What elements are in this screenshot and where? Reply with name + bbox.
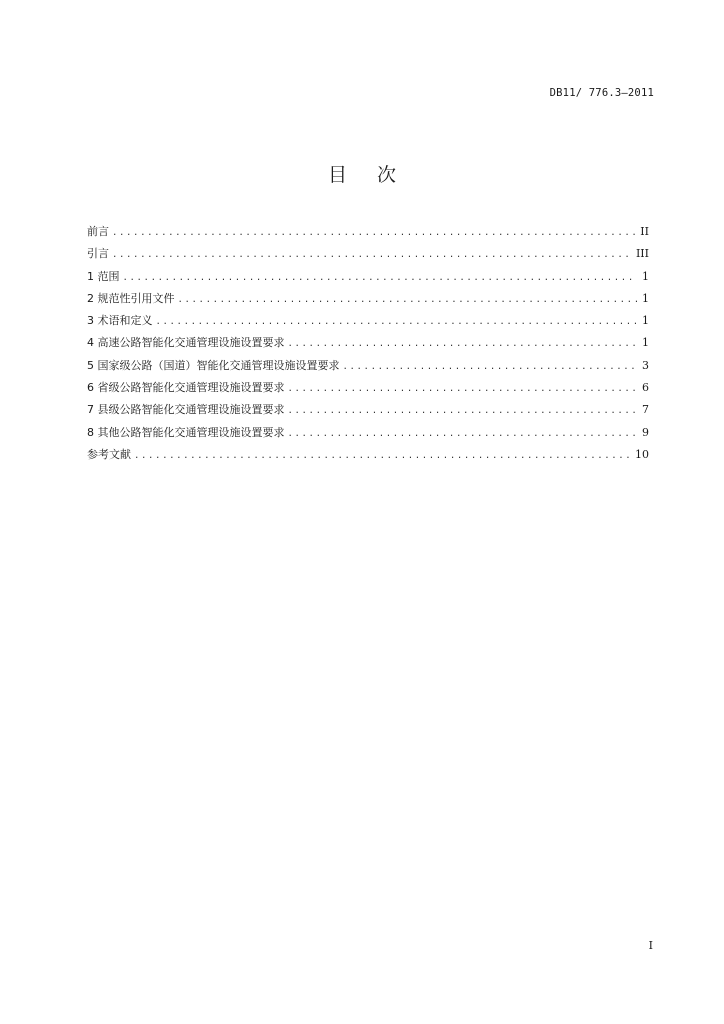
toc-entry-normative-references[interactable] — [87, 288, 649, 310]
toc-entry-expressway[interactable] — [87, 332, 649, 354]
toc-entry-label: 5 国家级公路（国道）智能化交通管理设施设置要求 — [87, 358, 340, 372]
toc-entry-county-highway[interactable] — [87, 399, 649, 421]
toc-entry-page: 1 — [642, 314, 649, 328]
toc-entry-scope[interactable] — [87, 266, 649, 288]
table-of-contents — [87, 221, 649, 466]
toc-entry-page: 7 — [642, 403, 649, 417]
toc-entry-page: 9 — [642, 425, 649, 439]
toc-entry-label: 7 县级公路智能化交通管理设施设置要求 — [87, 403, 285, 417]
toc-entry-terms-definitions[interactable] — [87, 310, 649, 332]
toc-entry-page: 1 — [642, 291, 649, 305]
page-number: I — [648, 939, 653, 952]
toc-title: 目次 — [327, 164, 426, 186]
toc-dot-leader — [156, 311, 638, 333]
toc-entry-label: 8 其他公路智能化交通管理设施设置要求 — [87, 425, 285, 439]
toc-entry-national-highway[interactable] — [87, 355, 649, 377]
toc-dot-leader — [123, 267, 638, 289]
toc-entry-label: 1 范围 — [87, 269, 120, 283]
toc-entry-label: 3 术语和定义 — [87, 314, 153, 328]
toc-entry-bibliography[interactable] — [87, 444, 649, 466]
toc-entry-page: 6 — [642, 381, 649, 395]
toc-entry-page: 1 — [642, 269, 649, 283]
toc-dot-leader — [288, 423, 638, 445]
toc-entry-label: 6 省级公路智能化交通管理设施设置要求 — [87, 381, 285, 395]
toc-entry-label: 前言 — [87, 225, 109, 238]
toc-entry-page: 10 — [635, 447, 649, 461]
toc-entry-other-highway[interactable] — [87, 422, 649, 444]
toc-entry-label: 参考文献 — [87, 447, 131, 461]
toc-dot-leader — [112, 222, 636, 244]
toc-dot-leader — [112, 244, 632, 266]
toc-entry-label: 4 高速公路智能化交通管理设施设置要求 — [87, 336, 285, 350]
toc-dot-leader — [178, 289, 638, 311]
toc-dot-leader — [288, 378, 638, 400]
toc-dot-leader — [134, 445, 631, 467]
standard-code: DB11/ 776.3—2011 — [549, 87, 654, 99]
toc-dot-leader — [288, 400, 638, 422]
toc-entry-foreword[interactable] — [87, 221, 649, 243]
toc-entry-page: III — [635, 247, 649, 261]
toc-dot-leader — [288, 333, 638, 355]
toc-entry-label: 引言 — [87, 247, 109, 261]
toc-entry-page: 1 — [642, 336, 649, 350]
toc-entry-introduction[interactable] — [87, 243, 649, 265]
toc-entry-provincial-highway[interactable] — [87, 377, 649, 399]
toc-entry-page: II — [640, 225, 649, 238]
toc-entry-page: 3 — [642, 358, 649, 372]
toc-dot-leader — [343, 356, 638, 378]
toc-entry-label: 2 规范性引用文件 — [87, 291, 175, 305]
